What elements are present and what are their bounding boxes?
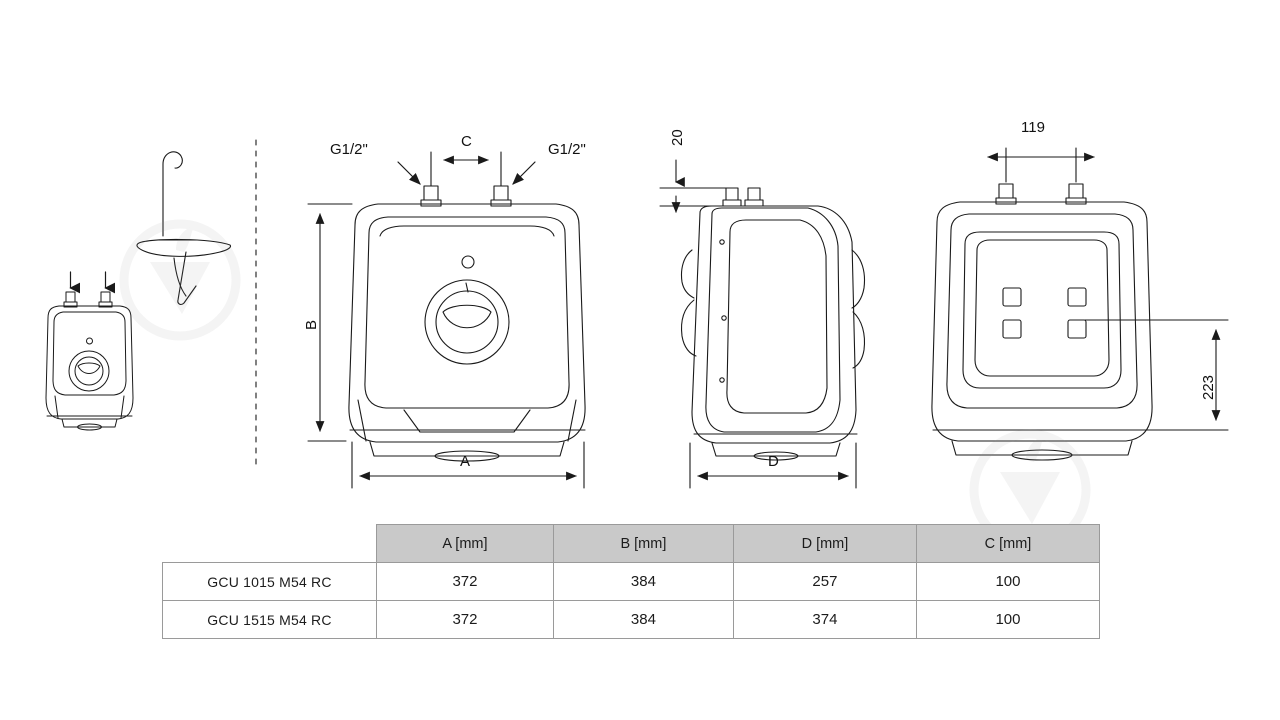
table-cell-c: 100 <box>916 601 1099 639</box>
label-dimension-a: A <box>460 453 471 470</box>
table-header-row <box>163 525 1100 563</box>
table-cell-d: 257 <box>733 563 916 601</box>
front-dimension-c <box>431 152 501 186</box>
table-corner-cell <box>163 525 377 563</box>
thumbnail-heater-front <box>46 272 133 430</box>
front-inlet-leaders <box>398 162 535 184</box>
leaf-circle-watermark <box>124 224 1086 546</box>
label-g12-left: G1/2" <box>330 141 368 158</box>
side-view-heater <box>681 188 864 460</box>
back-view-heater <box>932 184 1152 460</box>
table-cell-a: 372 <box>377 563 554 601</box>
table-header-c: C [mm] <box>916 525 1099 563</box>
sink-faucet-icon <box>137 152 231 305</box>
table-cell-b: 384 <box>553 563 733 601</box>
table-header-a: A [mm] <box>377 525 554 563</box>
label-dimension-223: 223 <box>1200 374 1217 400</box>
table-cell-a: 372 <box>377 601 554 639</box>
table-cell-c: 100 <box>916 563 1099 601</box>
table-row-model: GCU 1015 M54 RC <box>163 563 377 601</box>
table-row-model: GCU 1515 M54 RC <box>163 601 377 639</box>
front-view-heater <box>349 186 585 461</box>
label-dimension-b: B <box>303 319 320 330</box>
label-g12-right: G1/2" <box>548 141 586 158</box>
table-row <box>163 601 1100 639</box>
label-dimension-20: 20 <box>669 129 686 146</box>
side-dimension-20 <box>660 160 726 212</box>
table-row <box>163 563 1100 601</box>
table-cell-d: 374 <box>733 601 916 639</box>
back-dimension-119 <box>988 148 1094 182</box>
table-header-d: D [mm] <box>733 525 916 563</box>
label-dimension-d: D <box>768 453 779 470</box>
specifications-table <box>162 524 1100 639</box>
table-cell-b: 384 <box>553 601 733 639</box>
table-header-b: B [mm] <box>553 525 733 563</box>
label-dimension-c: C <box>461 133 472 150</box>
label-dimension-119: 119 <box>1021 119 1045 136</box>
